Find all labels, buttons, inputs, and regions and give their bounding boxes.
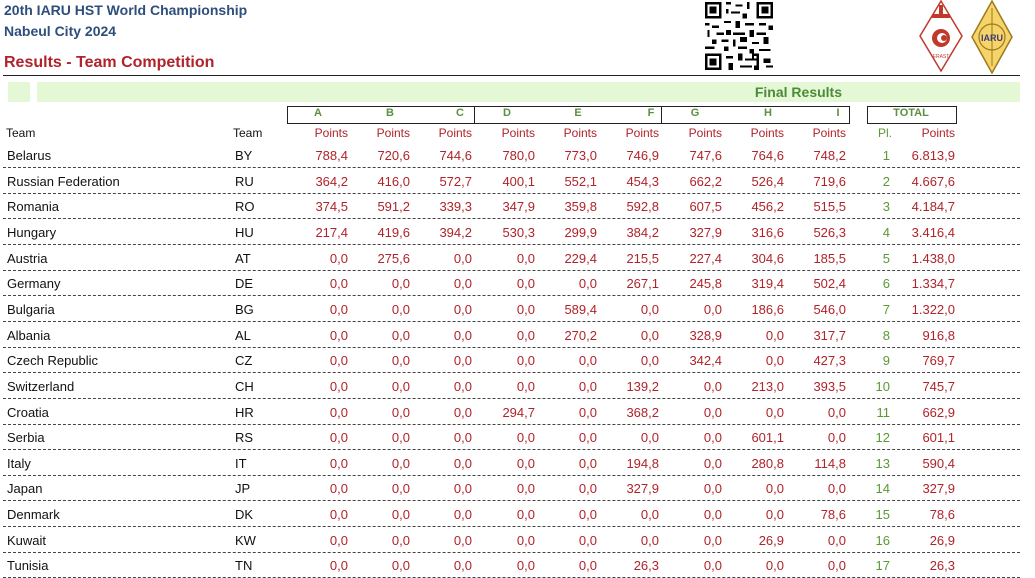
score-g: 747,6 <box>689 148 722 163</box>
score-h: 0,0 <box>765 404 784 420</box>
score-h: 0,0 <box>765 327 784 343</box>
score-a: 0,0 <box>329 455 348 471</box>
score-d: 0,0 <box>516 507 535 523</box>
place: 13 <box>875 455 890 471</box>
column-header-points-b: Points <box>376 126 410 140</box>
place: 8 <box>882 327 890 343</box>
team-code: IT <box>235 455 247 471</box>
total-points: 662,9 <box>922 404 955 420</box>
table-row <box>3 270 1020 296</box>
score-b: 0,0 <box>391 481 410 497</box>
score-i: 502,4 <box>813 276 846 292</box>
score-e: 359,8 <box>564 199 597 215</box>
score-h: 0,0 <box>765 353 784 369</box>
score-g: 328,9 <box>689 327 722 343</box>
team-name: Germany <box>7 276 61 292</box>
score-d: 294,7 <box>502 404 535 420</box>
team-code: AL <box>235 327 251 343</box>
score-f: 592,8 <box>626 199 659 215</box>
score-b: 0,0 <box>391 430 410 446</box>
score-f: 0,0 <box>640 430 659 446</box>
results-band <box>37 82 1020 102</box>
score-c: 0,0 <box>453 558 472 574</box>
score-e: 0,0 <box>578 507 597 523</box>
score-b: 416,0 <box>377 173 410 189</box>
score-b: 0,0 <box>391 507 410 523</box>
place: 16 <box>875 532 890 548</box>
score-i: 393,5 <box>813 378 846 394</box>
team-code: DE <box>235 276 254 292</box>
score-c: 0,0 <box>453 378 472 394</box>
table-row <box>3 168 1020 194</box>
score-d: 0,0 <box>516 430 535 446</box>
team-code: AT <box>235 250 251 266</box>
score-d: 0,0 <box>516 481 535 497</box>
team-code: HR <box>235 404 254 420</box>
score-g: 0,0 <box>703 481 722 497</box>
score-h: 316,6 <box>751 224 784 240</box>
score-f: 0,0 <box>640 532 659 548</box>
score-b: 0,0 <box>391 404 410 420</box>
score-f: 0,0 <box>640 327 659 343</box>
score-g: 0,0 <box>703 558 722 574</box>
table-row <box>3 399 1020 425</box>
qr-code-icon <box>705 2 773 70</box>
score-h: 0,0 <box>765 507 784 523</box>
column-header-points-f: Points <box>625 126 659 140</box>
score-c: 0,0 <box>453 327 472 343</box>
score-b: 0,0 <box>391 532 410 548</box>
score-f: 368,2 <box>626 404 659 420</box>
score-i: 185,5 <box>813 250 846 266</box>
team-name: Tunisia <box>7 558 49 574</box>
score-h: 526,4 <box>751 173 784 189</box>
table-row <box>3 450 1020 476</box>
score-a: 0,0 <box>329 276 348 292</box>
team-code: RU <box>235 173 254 189</box>
score-h: 0,0 <box>765 558 784 574</box>
score-g: 0,0 <box>703 301 722 317</box>
score-i: 0,0 <box>827 532 846 548</box>
total-points: 26,3 <box>929 558 955 574</box>
team-code: TN <box>235 558 253 574</box>
score-c: 0,0 <box>453 404 472 420</box>
score-a: 0,0 <box>329 404 348 420</box>
page-title: Results - Team Competition <box>4 54 215 71</box>
team-code: JP <box>235 481 251 497</box>
team-name: Denmark <box>7 507 60 523</box>
score-g: 327,9 <box>689 224 722 240</box>
score-e: 299,9 <box>564 224 597 240</box>
total-points: 769,7 <box>922 353 955 369</box>
score-f: 0,0 <box>640 353 659 369</box>
score-d: 0,0 <box>516 301 535 317</box>
team-code: HU <box>235 224 254 240</box>
table-row <box>3 296 1020 322</box>
score-g: 0,0 <box>703 455 722 471</box>
score-e: 589,4 <box>564 301 597 317</box>
score-i: 719,6 <box>813 173 846 189</box>
place: 5 <box>882 250 890 266</box>
table-row <box>3 424 1020 450</box>
score-g: 227,4 <box>689 250 722 266</box>
team-name: Croatia <box>7 404 49 420</box>
score-i: 114,8 <box>814 455 846 471</box>
score-d: 400,1 <box>502 173 535 189</box>
score-b: 0,0 <box>391 558 410 574</box>
total-points: 601,1 <box>922 430 955 446</box>
score-i: 0,0 <box>827 558 846 574</box>
score-c: 0,0 <box>453 430 472 446</box>
score-a: 0,0 <box>329 507 348 523</box>
team-code: RS <box>235 430 254 446</box>
score-f: 215,5 <box>626 250 659 266</box>
column-header-points-h: Points <box>750 126 784 140</box>
place: 2 <box>882 173 890 189</box>
group-label-i: I <box>836 107 840 119</box>
iaru-logo-text: IARU <box>981 33 1003 43</box>
score-d: 0,0 <box>516 327 535 343</box>
table-row <box>3 501 1020 527</box>
table-row <box>3 193 1020 219</box>
total-points: 590,4 <box>922 455 955 471</box>
score-g: 662,2 <box>689 173 722 189</box>
score-f: 0,0 <box>640 301 659 317</box>
team-name: Austria <box>7 250 48 266</box>
column-header-points-i: Points <box>812 126 846 140</box>
total-points: 4.667,6 <box>911 173 955 189</box>
place: 12 <box>875 430 890 446</box>
group-label-d: D <box>503 107 511 119</box>
total-points: 327,9 <box>922 481 955 497</box>
score-h: 280,8 <box>751 455 784 471</box>
column-header-team: Team <box>6 126 36 140</box>
score-c: 572,7 <box>439 173 472 189</box>
score-g: 0,0 <box>703 532 722 548</box>
score-i: 546,0 <box>813 301 846 317</box>
table-row <box>3 347 1020 373</box>
team-name: Serbia <box>7 430 45 446</box>
table-row <box>3 373 1020 399</box>
score-a: 0,0 <box>329 327 348 343</box>
score-g: 342,4 <box>689 353 722 369</box>
total-points: 26,9 <box>929 532 955 548</box>
score-d: 0,0 <box>516 276 535 292</box>
score-b: 0,0 <box>391 301 410 317</box>
column-header-team-code: Team <box>233 126 263 140</box>
score-d: 0,0 <box>516 532 535 548</box>
score-b: 275,6 <box>377 250 410 266</box>
column-header-points-e: Points <box>563 126 597 140</box>
score-a: 0,0 <box>329 430 348 446</box>
score-e: 0,0 <box>578 558 597 574</box>
score-b: 0,0 <box>391 353 410 369</box>
place: 11 <box>876 404 890 420</box>
score-a: 0,0 <box>329 353 348 369</box>
score-f: 384,2 <box>626 224 659 240</box>
place: 10 <box>875 378 890 394</box>
score-i: 78,6 <box>820 507 846 523</box>
group-label-h: H <box>764 107 772 119</box>
score-h: 213,0 <box>751 378 784 394</box>
team-name: Albania <box>7 327 51 343</box>
team-code: DK <box>235 507 254 523</box>
score-f: 26,3 <box>633 558 659 574</box>
score-a: 0,0 <box>329 532 348 548</box>
team-name: Bulgaria <box>7 301 55 317</box>
team-name: Switzerland <box>7 378 75 394</box>
score-i: 0,0 <box>827 404 846 420</box>
team-name: Italy <box>7 455 31 471</box>
score-d: 0,0 <box>516 455 535 471</box>
score-f: 139,2 <box>626 378 659 394</box>
score-c: 0,0 <box>453 276 472 292</box>
score-e: 0,0 <box>578 455 597 471</box>
score-c: 339,3 <box>439 199 472 215</box>
score-h: 0,0 <box>765 481 784 497</box>
score-e: 0,0 <box>578 481 597 497</box>
team-name: Romania <box>7 199 60 215</box>
score-c: 394,2 <box>439 224 472 240</box>
team-name: Japan <box>7 481 43 497</box>
score-g: 607,5 <box>689 199 722 215</box>
score-c: 0,0 <box>453 455 472 471</box>
score-c: 0,0 <box>453 353 472 369</box>
group-label-a: A <box>314 107 322 119</box>
score-g: 0,0 <box>703 378 722 394</box>
results-band-left <box>8 82 30 102</box>
total-points: 78,6 <box>929 507 955 523</box>
score-e: 0,0 <box>578 532 597 548</box>
score-g: 0,0 <box>703 404 722 420</box>
total-points: 3.416,4 <box>911 224 955 240</box>
score-a: 364,2 <box>315 173 348 189</box>
score-d: 0,0 <box>516 558 535 574</box>
score-b: 720,6 <box>377 148 410 163</box>
score-c: 744,6 <box>439 148 472 163</box>
score-a: 0,0 <box>329 558 348 574</box>
place: 17 <box>875 558 890 574</box>
iaru-logo-icon <box>970 0 1014 74</box>
score-e: 0,0 <box>578 430 597 446</box>
team-code: BG <box>235 301 254 317</box>
table-row <box>3 527 1020 553</box>
total-points: 1.334,7 <box>911 276 955 292</box>
score-a: 374,5 <box>315 199 348 215</box>
team-code: CH <box>235 378 254 394</box>
group-label-e: E <box>574 107 582 119</box>
score-e: 552,1 <box>564 173 597 189</box>
score-e: 0,0 <box>578 353 597 369</box>
score-a: 0,0 <box>329 378 348 394</box>
score-c: 0,0 <box>453 301 472 317</box>
column-header-total-points: Points <box>921 126 955 140</box>
score-h: 304,6 <box>751 250 784 266</box>
score-f: 454,3 <box>626 173 659 189</box>
score-i: 0,0 <box>827 430 846 446</box>
score-g: 245,8 <box>689 276 722 292</box>
total-points: 745,7 <box>922 378 955 394</box>
team-name: Russian Federation <box>7 173 120 189</box>
score-e: 270,2 <box>564 327 597 343</box>
total-points: 4.184,7 <box>911 199 955 215</box>
team-name: Hungary <box>7 224 57 240</box>
place: 7 <box>882 301 890 317</box>
table-row <box>3 219 1020 245</box>
score-b: 0,0 <box>391 455 410 471</box>
score-b: 0,0 <box>391 378 410 394</box>
group-label-c: C <box>456 107 464 119</box>
score-g: 0,0 <box>703 507 722 523</box>
score-i: 427,3 <box>813 353 846 369</box>
total-points: 916,8 <box>922 327 955 343</box>
score-d: 347,9 <box>502 199 535 215</box>
table-row <box>3 552 1020 578</box>
score-a: 788,4 <box>315 148 348 163</box>
score-c: 0,0 <box>453 481 472 497</box>
group-label-g: G <box>690 107 700 119</box>
erast-logo-icon <box>918 0 964 72</box>
score-h: 456,2 <box>751 199 784 215</box>
score-f: 746,9 <box>626 148 659 163</box>
total-points: 1.322,0 <box>911 301 955 317</box>
score-a: 0,0 <box>329 481 348 497</box>
place: 6 <box>882 276 890 292</box>
final-results-label: Final Results <box>754 84 842 100</box>
place: 4 <box>882 224 890 240</box>
score-c: 0,0 <box>453 250 472 266</box>
place: 9 <box>882 353 890 369</box>
score-f: 0,0 <box>640 507 659 523</box>
score-i: 515,5 <box>813 199 846 215</box>
score-a: 217,4 <box>315 224 348 240</box>
column-header-points-g: Points <box>688 126 722 140</box>
score-i: 526,3 <box>813 224 846 240</box>
score-d: 780,0 <box>502 148 535 163</box>
score-d: 0,0 <box>516 250 535 266</box>
column-header-points-a: Points <box>314 126 348 140</box>
place: 15 <box>875 507 890 523</box>
place: 1 <box>882 148 890 163</box>
score-h: 764,6 <box>751 148 784 163</box>
score-d: 530,3 <box>502 224 535 240</box>
score-b: 419,6 <box>377 224 410 240</box>
score-i: 748,2 <box>813 148 846 163</box>
score-e: 229,4 <box>564 250 597 266</box>
score-d: 0,0 <box>516 353 535 369</box>
team-code: KW <box>235 532 256 548</box>
score-c: 0,0 <box>453 532 472 548</box>
score-f: 327,9 <box>626 481 659 497</box>
score-h: 26,9 <box>758 532 784 548</box>
score-a: 0,0 <box>329 301 348 317</box>
score-i: 0,0 <box>827 481 846 497</box>
score-h: 186,6 <box>751 301 784 317</box>
championship-title: 20th IARU HST World Championship <box>4 2 248 18</box>
score-i: 317,7 <box>813 327 846 343</box>
team-name: Belarus <box>7 148 52 163</box>
score-e: 0,0 <box>578 404 597 420</box>
column-header-place: Pl. <box>877 126 892 140</box>
score-b: 591,2 <box>377 199 410 215</box>
team-code: CZ <box>235 353 253 369</box>
place: 3 <box>882 199 890 215</box>
event-location: Nabeul City 2024 <box>4 23 117 39</box>
table-row <box>3 142 1020 168</box>
score-f: 194,8 <box>626 455 659 471</box>
table-row <box>3 475 1020 501</box>
score-b: 0,0 <box>391 327 410 343</box>
score-e: 773,0 <box>564 148 597 163</box>
score-g: 0,0 <box>703 430 722 446</box>
erast-logo-text: ERAST <box>932 54 950 60</box>
total-points: 1.438,0 <box>911 250 955 266</box>
score-e: 0,0 <box>578 276 597 292</box>
score-h: 319,4 <box>751 276 784 292</box>
score-c: 0,0 <box>453 507 472 523</box>
total-points: 6.813,9 <box>911 148 955 163</box>
header-divider <box>3 75 1020 76</box>
score-a: 0,0 <box>329 250 348 266</box>
score-h: 601,1 <box>751 430 784 446</box>
score-b: 0,0 <box>391 276 410 292</box>
team-code: BY <box>235 148 253 163</box>
team-name: Czech Republic <box>7 353 99 369</box>
score-e: 0,0 <box>578 378 597 394</box>
score-f: 267,1 <box>626 276 659 292</box>
group-label-b: B <box>386 107 394 119</box>
group-label-total: TOTAL <box>893 107 929 119</box>
team-name: Kuwait <box>7 532 47 548</box>
column-header-points-c: Points <box>438 126 472 140</box>
table-row <box>3 322 1020 348</box>
group-label-f: F <box>647 107 655 119</box>
score-d: 0,0 <box>516 378 535 394</box>
team-code: RO <box>235 199 255 215</box>
place: 14 <box>875 481 890 497</box>
table-row <box>3 245 1020 271</box>
column-header-points-d: Points <box>501 126 535 140</box>
